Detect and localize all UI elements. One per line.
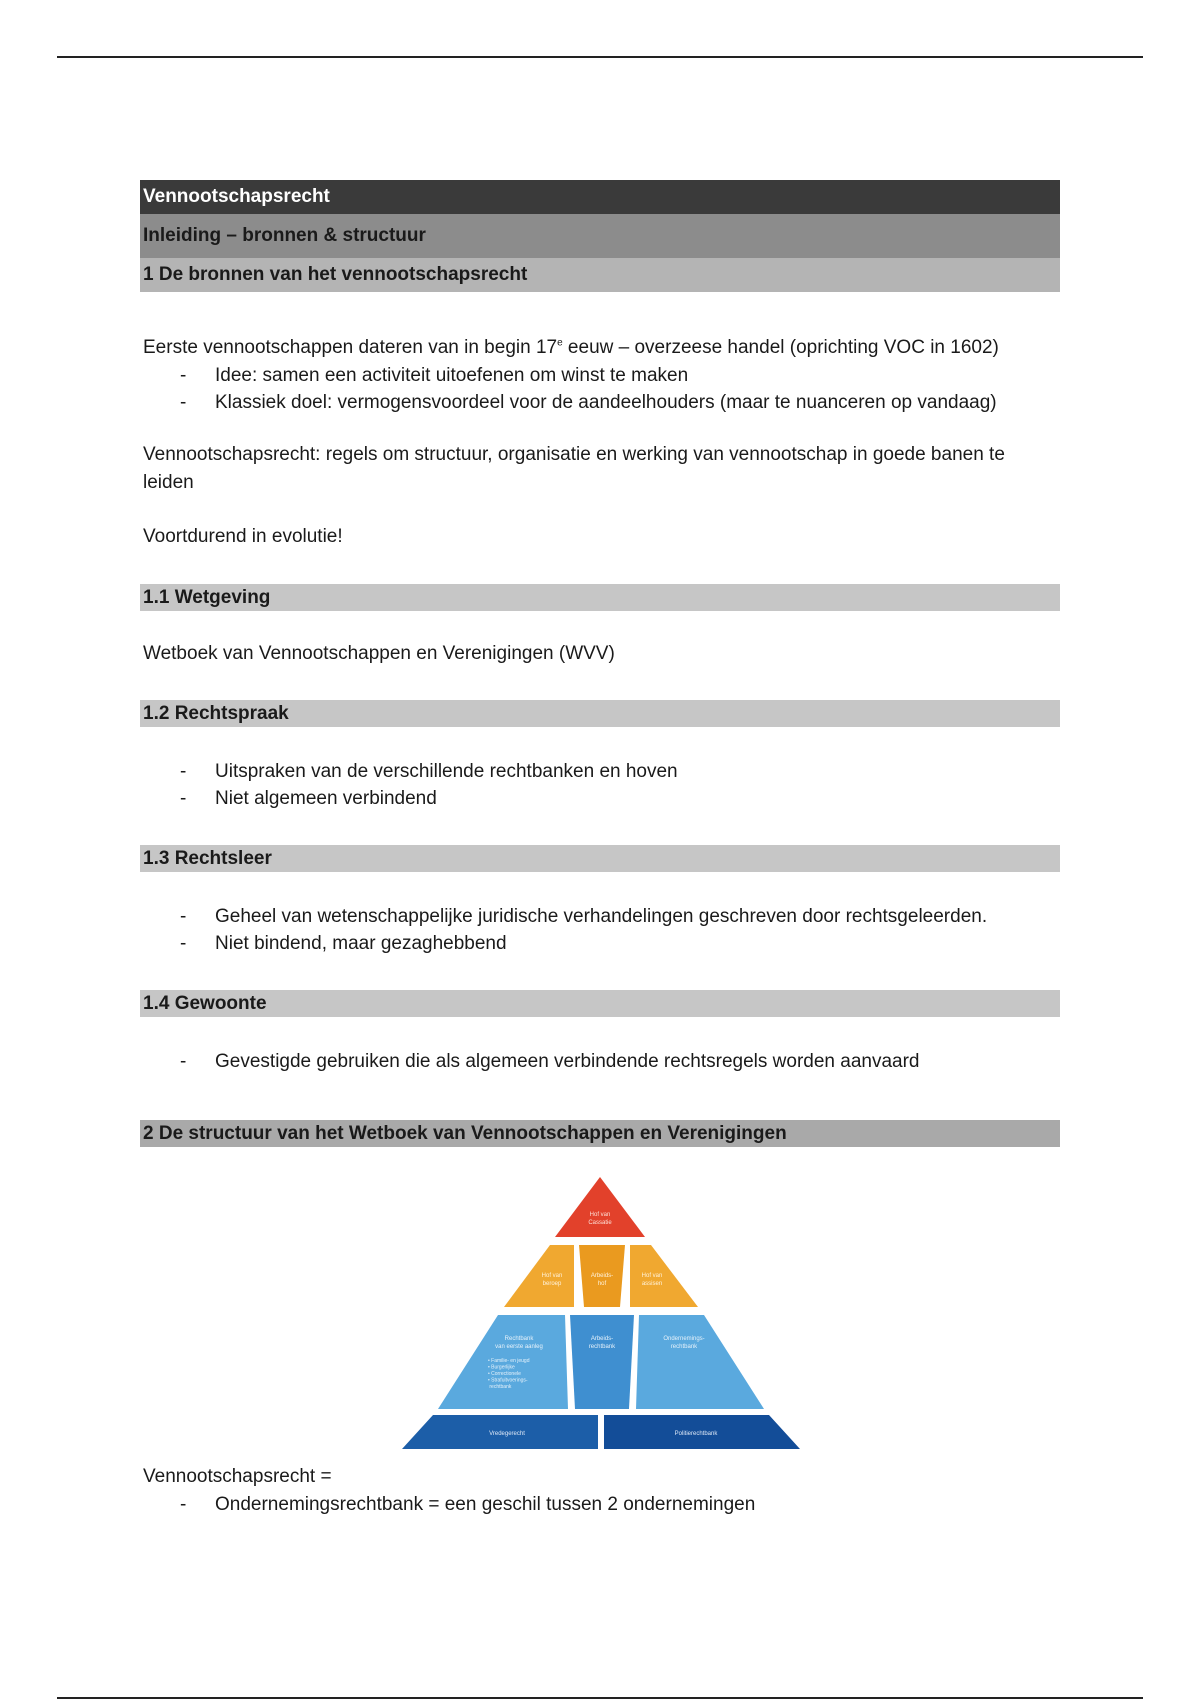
intro-paragraph: Eerste vennootschappen dateren van in begin 17e eeuw – overzeese handel (oprichting VOC in 1602) [143,337,999,358]
pyramid-label: Arbeids-rechtbank [588,1336,616,1350]
pyramid-tier-ondernemingsrechtbank [636,1315,764,1409]
section-1-4-heading: 1.4 Gewoonte [140,990,1060,1017]
document-subtitle: Inleiding – bronnen & structuur [140,214,1060,258]
pyramid-label: Politierechtbank [674,1431,718,1437]
pyramid-label: Hof van assisen [641,1273,663,1287]
definition-paragraph: Vennootschapsrecht: regels om structuur, organisatie en werking van vennootschap in goede banen te leiden [143,444,1005,493]
list-item: - Idee: samen een activiteit uitoefenen om winst te maken [140,362,1060,389]
pyramid-label: Ondernemings-rechtbank [663,1336,705,1350]
court-pyramid-diagram [402,1177,802,1449]
section-1-heading: 1 De bronnen van het vennootschapsrecht [140,258,1060,292]
after-diagram-text: Vennootschapsrecht = [143,1466,332,1487]
list-item: - Gevestigde gebruiken die als algemeen verbindende rechtsregels worden aanvaard [140,1048,1060,1075]
list-item: - Niet algemeen verbindend [140,785,1060,812]
rechtsleer-bullets [140,903,1060,957]
list-item: - Klassiek doel: vermogensvoordeel voor de aandeelhouders (maar te nuanceren op vandaag) [140,389,1060,416]
pyramid-tier-hof-van-assisen [630,1245,698,1307]
pyramid-tier-arbeidsrechtbank [570,1315,634,1409]
evolution-paragraph: Voortdurend in evolutie! [143,526,343,547]
pyramid-label: • Familie- en jeugd • Burgerlijke • Correctionele • Strafuitvoerings- rechtbank [488,1358,530,1390]
section-1-3-heading: 1.3 Rechtsleer [140,845,1060,872]
pyramid-label: Rechtbank van eerste aanleg [495,1336,543,1350]
footer-rule [57,1697,1143,1699]
section-2-heading: 2 De structuur van het Wetboek van Vennootschappen en Verenigingen [140,1120,1060,1147]
section-1-1-heading: 1.1 Wetgeving [140,584,1060,611]
header-rule [57,56,1143,58]
gewoonte-bullets [140,1048,1060,1075]
pyramid-label: Hof van Cassatie [588,1212,612,1226]
list-item: - Niet bindend, maar gezaghebbend [140,930,1060,957]
intro-bullets [140,362,1060,416]
section-2-body [140,1463,1060,1518]
list-item: - Ondernemingsrechtbank = een geschil tussen 2 ondernemingen [140,1491,1060,1518]
list-item: - Geheel van wetenschappelijke juridische verhandelingen geschreven door rechtsgeleerden. [140,903,1060,930]
wetgeving-text: Wetboek van Vennootschappen en Verenigingen (WVV) [143,643,615,664]
pyramid-label: Hof van beroep [541,1273,563,1287]
document-title: Vennootschapsrecht [140,180,1060,214]
rechtspraak-bullets [140,758,1060,812]
pyramid-label: Arbeids-hof [590,1273,614,1287]
pyramid-label: Vredegerecht [489,1431,525,1437]
section-2-bullets [140,1491,1060,1518]
section-1-2-heading: 1.2 Rechtspraak [140,700,1060,727]
pyramid-tier-cassatie [555,1177,645,1237]
document-body [140,180,1060,1147]
pyramid-tier-hof-van-beroep [504,1245,574,1307]
list-item: - Uitspraken van de verschillende rechtbanken en hoven [140,758,1060,785]
